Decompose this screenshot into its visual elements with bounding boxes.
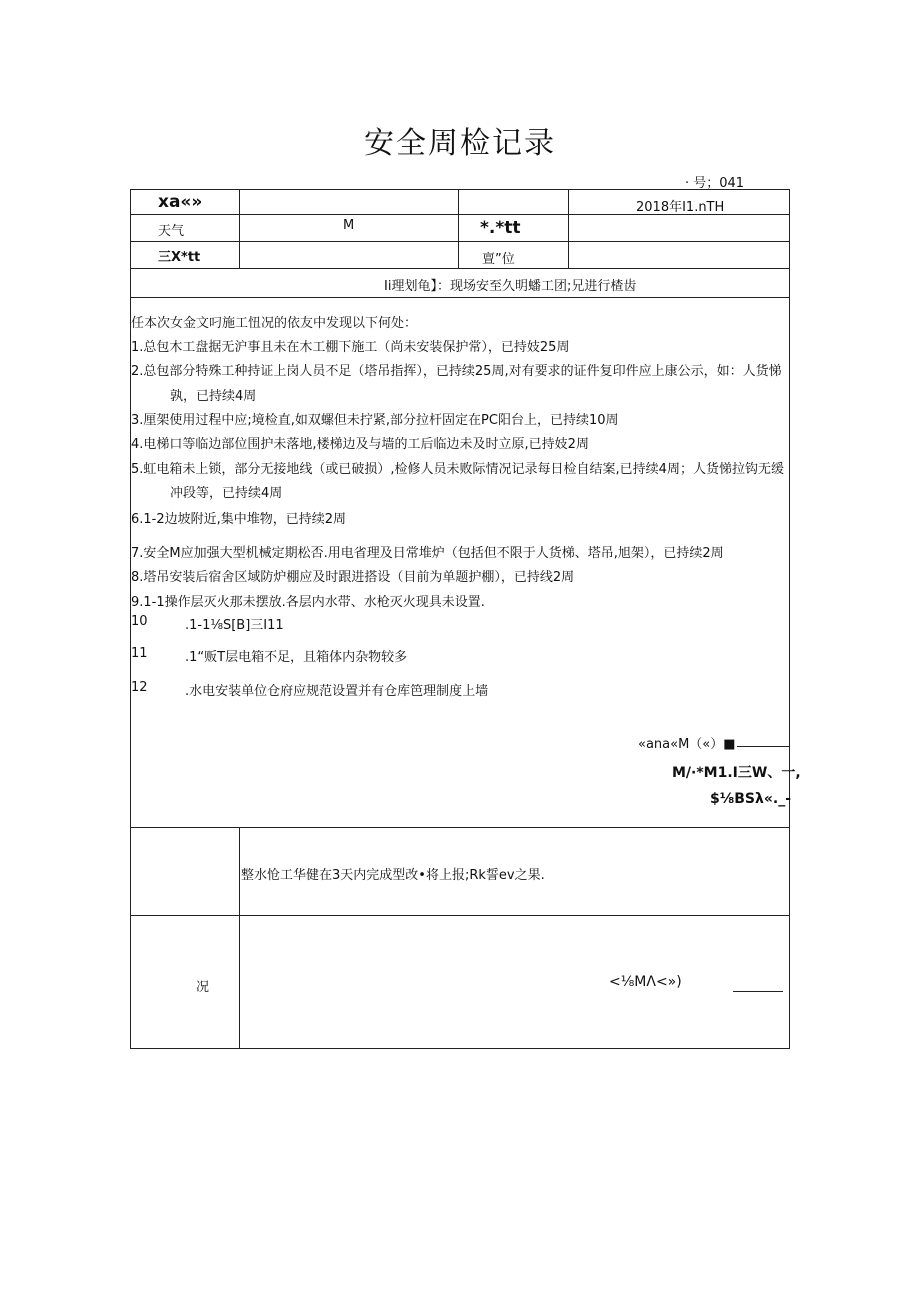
- finding-item: 8.塔吊安装后宿舍区域防炉棚应及时跟进搭设（目前为单题护棚），已持线2周: [131, 570, 575, 585]
- table-border-right: [789, 189, 790, 1049]
- status-label: 况: [196, 980, 210, 995]
- rectification-text: 整水怆工华健在3天内完成型改•将上报;Rk誓ev之果.: [241, 868, 545, 883]
- row-divider: [130, 297, 790, 298]
- header-weather-value: M: [343, 218, 355, 233]
- document-number: · 号；041: [685, 176, 745, 191]
- header-r3c3: 亶”位: [482, 252, 515, 267]
- finding-item-continued: 孰，已持续4周: [170, 389, 257, 404]
- header-r1c1: xa«»: [158, 192, 203, 212]
- signature-line-2: M/·*M1.I三W、一,: [672, 765, 801, 781]
- finding-item-continued: 冲段等，已持续4周: [170, 486, 283, 501]
- inspector-signature: «ana«M（«）■: [638, 737, 736, 752]
- finding-item: 5.虹电箱未上锁，部分无接地线（或已破损）,检修人员未败际情况记录每日检自结案,已持续4周；人货悌拉钩无缓: [131, 462, 784, 477]
- table-border-bottom: [130, 1048, 790, 1049]
- column-divider: [239, 827, 240, 1048]
- finding-item-number: 11: [131, 646, 148, 661]
- finding-item: 7.安全M应加强大型机械定期松否.用电省理及日常堆炉（包括但不限于人货梯、塔吊,旭架），已持续2周: [131, 546, 724, 561]
- signature-line-3: $⅛BSλ«._-: [710, 791, 792, 807]
- table-border-top: [130, 189, 790, 190]
- header-r2c3: *.*tt: [480, 218, 521, 238]
- row-divider: [130, 915, 790, 916]
- finding-item: 1.总包木工盘据无沪事且未在木工棚下施工（尚未安装保护常），已持妓25周: [131, 340, 570, 355]
- row-divider: [130, 827, 790, 828]
- column-divider: [239, 189, 240, 268]
- finding-item: 3.厘架使用过程中应;境检直,如双螺但未拧紧,部分拉杆固定在PC阳台上，已持续10周: [131, 413, 619, 428]
- row-divider: [130, 268, 790, 269]
- finding-item: 9.1-1操作层灭火那未摆放.各层内水带、水枪灭火现具未设置.: [131, 595, 485, 610]
- header-r3c1: 三X*tt: [158, 250, 201, 265]
- finding-item: 6.1-2边坡附近,集中堆物，已持续2周: [131, 512, 347, 527]
- finding-item-number: 10: [131, 614, 148, 629]
- finding-item: .水电安装单位仓府应规范设置并有仓库笆理制度上墙: [185, 684, 489, 699]
- signature-underline: [733, 991, 783, 992]
- header-weather-label: 天气: [158, 224, 185, 239]
- page-title: 安全周检记录: [364, 126, 556, 161]
- signature-underline: [737, 746, 789, 747]
- finding-item: .1“贩T层电箱不足，且箱体内杂物较多: [185, 650, 408, 665]
- column-divider: [458, 189, 459, 268]
- finding-item-number: 12: [131, 680, 148, 695]
- finding-item: .1-1⅛S[B]三I11: [185, 618, 284, 633]
- findings-intro: 任本次女金文叼施工忸况的依友中发现以下何处：: [131, 316, 418, 331]
- column-divider: [568, 189, 569, 268]
- status-signature: <⅛MΛ<»): [609, 974, 682, 990]
- finding-item: 2.总包部分特殊工种持证上岗人员不足（塔吊指挥），已持续25周,对有要求的证件复印件应上康公示，如：人货悌: [131, 364, 782, 379]
- row-divider: [130, 241, 790, 242]
- finding-item: 4.电梯口等临边部位围护未落地,楼梯边及与墙的工后临边未及时立原,已持妓2周: [131, 437, 589, 452]
- header-inspection-note: Ii理划龟】：现场安至久明蟠工团;兄进行楂齿: [384, 279, 637, 294]
- header-date: 2018年I1.nTH: [636, 200, 725, 215]
